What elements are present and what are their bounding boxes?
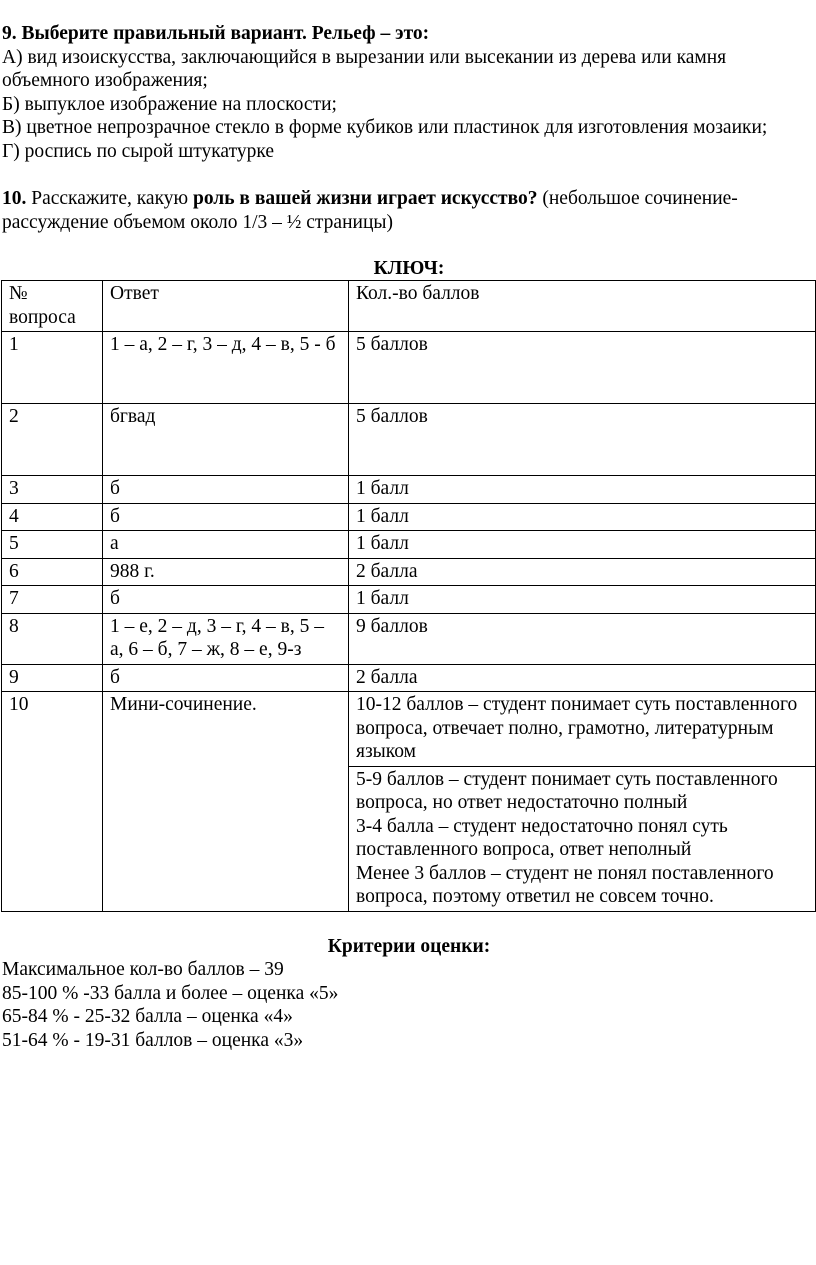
table-row [2,476,816,504]
row-answer: б [103,476,349,504]
grade-3-4: 3-4 балла – студент недостаточно понял суть поставленного вопроса, ответ неполный [356,815,728,860]
row-answer: б [103,664,349,692]
header-points: Кол.-во баллов [349,281,816,332]
row-points: 1 балл [349,476,816,504]
row-number: 3 [2,476,103,504]
row-answer: 1 – е, 2 – д, 3 – г, 4 – в, 5 – а, 6 – б, 7 – ж, 8 – е, 9-з [103,613,349,664]
table-row [2,664,816,692]
question-9-option-b: Б) выпуклое изображение на плоскости; [2,93,337,115]
row-answer: бгвад [103,404,349,476]
row-answer: Мини-сочинение. [103,692,349,912]
row-points: 2 балла [349,664,816,692]
grade-5-9: 5-9 баллов – студент понимает суть поставленного вопроса, но ответ недостаточно полный [356,768,778,813]
grade-under-3: Менее 3 баллов – студент не понял поставленного вопроса, поэтому ответил не совсем точно. [356,862,774,907]
criteria-line: 51-64 % - 19-31 баллов – оценка «3» [2,1029,304,1051]
criteria-line: Максимальное кол-во баллов – 39 [2,959,284,980]
row-points-top-grade: 10-12 баллов – студент понимает суть поставленного вопроса, отвечает полно, грамотно, литературным языком [349,692,816,767]
key-title: КЛЮЧ: [373,258,445,279]
criteria-line: 65-84 % - 25-32 балла – оценка «4» [2,1006,293,1027]
question-10-text-after: (небольшое сочинение-рассуждение объемом около 1/3 – ½ страницы) [2,188,738,233]
row-answer: а [103,531,349,559]
row-answer: 988 г. [103,558,349,586]
table-row [2,558,816,586]
row-answer: б [103,503,349,531]
row-number: 2 [2,404,103,476]
criteria-title: Критерии оценки: [327,935,491,957]
table-header-row [2,281,816,332]
row-points: 2 балла [349,558,816,586]
answer-key-table [1,280,816,912]
table-row [2,692,816,767]
question-9 [0,22,816,163]
question-10-text-before: Расскажите, какую [26,188,193,209]
table-row [2,503,816,531]
row-number: 9 [2,664,103,692]
row-number: 5 [2,531,103,559]
question-9-title: 9. Выберите правильный вариант. Рельеф – это: [2,23,430,44]
table-row [2,531,816,559]
question-10-number: 10. [2,188,27,209]
table-row [2,586,816,614]
header-answer: Ответ [103,281,349,332]
question-9-option-a: А) вид изоискусства, заключающийся в вырезании или высекании из дерева или камня объемного изображения; [2,46,727,91]
row-points: 1 балл [349,503,816,531]
row-points: 1 балл [349,586,816,614]
question-9-option-d: Г) роспись по сырой штукатурке [2,140,274,162]
row-answer: б [103,586,349,614]
row-points-lower-grades [349,766,816,911]
row-number: 6 [2,558,103,586]
row-answer: 1 – а, 2 – г, 3 – д, 4 – в, 5 - б [103,332,349,404]
row-points: 1 балл [349,531,816,559]
row-points: 9 баллов [349,613,816,664]
question-9-option-c: В) цветное непрозрачное стекло в форме кубиков или пластинок для изготовления мозаики; [2,117,768,138]
row-points: 5 баллов [349,332,816,404]
worksheet [0,22,816,1052]
question-10-bold-phrase: роль в вашей жизни играет искусство? [192,188,538,209]
question-10 [0,187,816,234]
table-row [2,613,816,664]
table-row [2,404,816,476]
criteria-line: 85-100 % -33 балла и более – оценка «5» [2,982,339,1004]
row-number: 7 [2,586,103,614]
table-row [2,332,816,404]
criteria-list [0,958,816,1052]
row-number: 4 [2,503,103,531]
row-number: 10 [2,692,103,912]
row-points: 5 баллов [349,404,816,476]
row-number: 1 [2,332,103,404]
row-number: 8 [2,613,103,664]
header-question-number: № вопроса [2,281,103,332]
